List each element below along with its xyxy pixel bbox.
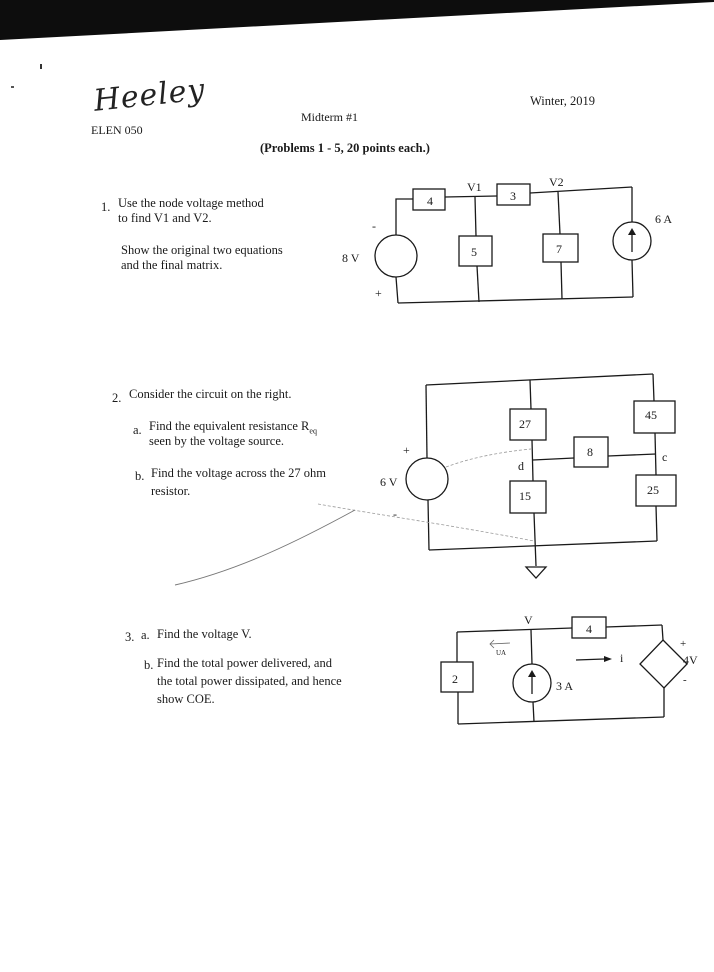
- exam-title: Midterm #1: [301, 110, 358, 124]
- problem2-number: 2.: [112, 391, 122, 405]
- label-8v: 8 V: [342, 251, 360, 265]
- exam-instructions: (Problems 1 - 5, 20 points each.): [260, 141, 430, 155]
- problem2-a-label: a.: [133, 423, 142, 437]
- svg-text:-: -: [683, 674, 687, 686]
- svg-text:3 A: 3 A: [556, 679, 574, 693]
- problem2-b-line1: Find the voltage across the 27 ohm: [151, 466, 326, 480]
- label-6a: 6 A: [655, 212, 673, 226]
- problem3-b-line1: Find the total power delivered, and: [157, 656, 332, 670]
- label-minus: -: [372, 219, 376, 233]
- svg-text:25: 25: [647, 483, 659, 497]
- scan-speck: [40, 64, 42, 69]
- exam-term: Winter, 2019: [530, 94, 595, 108]
- problem2-a-line1: Find the equivalent resistance $R_{eq}$: [149, 419, 317, 436]
- svg-text:+: +: [680, 638, 687, 650]
- handwritten-signature: Heeley: [92, 72, 208, 119]
- svg-text:c: c: [662, 450, 668, 464]
- svg-text:15: 15: [519, 489, 531, 503]
- svg-text:6 V: 6 V: [380, 475, 398, 489]
- course-code: ELEN 050: [91, 123, 143, 137]
- svg-text:8: 8: [587, 445, 593, 459]
- label-r3: 3: [510, 189, 516, 203]
- svg-text:45: 45: [645, 408, 657, 422]
- problem2-a-line2: seen by the voltage source.: [149, 434, 285, 448]
- problem3-a-text: Find the voltage V.: [157, 627, 252, 641]
- problem3-b-label: b.: [144, 658, 154, 672]
- svg-text:V: V: [524, 613, 533, 627]
- problem3-b-line2: the total power dissipated, and hence: [157, 674, 342, 688]
- label-v2: V2: [549, 175, 564, 189]
- svg-text:-: -: [393, 507, 397, 521]
- problem1-line1: Use the node voltage method: [118, 196, 264, 210]
- problem1-line2: to find V1 and V2.: [118, 211, 212, 225]
- svg-text:UA: UA: [496, 649, 507, 657]
- problem1-number: 1.: [101, 200, 111, 214]
- problem2-b-label: b.: [135, 469, 145, 483]
- problem1-line4: and the final matrix.: [121, 258, 223, 272]
- svg-text:d: d: [518, 459, 524, 473]
- problem2-intro: Consider the circuit on the right.: [129, 387, 292, 401]
- label-v1: V1: [467, 180, 482, 194]
- label-r4: 4: [427, 194, 433, 208]
- svg-text:+: +: [403, 443, 410, 457]
- problem3-b-line3: show COE.: [157, 692, 215, 706]
- scan-speck: [11, 86, 14, 88]
- svg-text:i: i: [620, 651, 624, 665]
- problem3-a-label: a.: [141, 628, 150, 642]
- label-r5: 5: [471, 245, 477, 259]
- svg-text:27: 27: [519, 417, 531, 431]
- problem2-b-line2: resistor.: [151, 484, 191, 498]
- svg-text:4V: 4V: [683, 653, 698, 667]
- svg-text:4: 4: [586, 622, 592, 636]
- label-r7: 7: [556, 242, 562, 256]
- problem1-line3: Show the original two equations: [121, 243, 283, 257]
- problem3-number: 3.: [125, 630, 135, 644]
- svg-text:2: 2: [452, 672, 458, 686]
- label-plus: +: [375, 286, 382, 300]
